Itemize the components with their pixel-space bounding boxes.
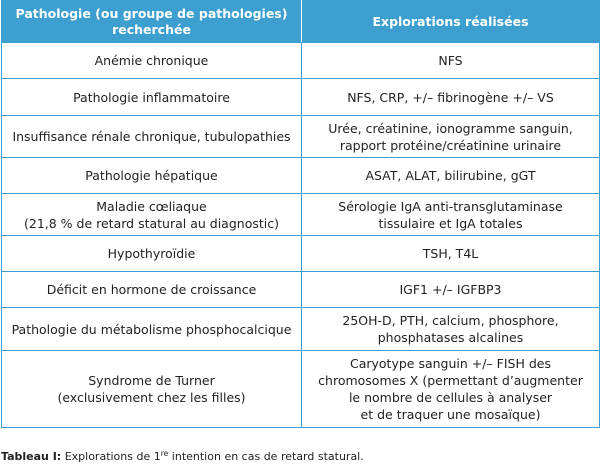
pathology-line: Pathologie du métabolisme phosphocalcique <box>11 321 292 337</box>
table-row <box>2 43 600 79</box>
explorations-cell <box>302 43 600 79</box>
pathology-line: Déficit en hormone de croissance <box>46 282 257 297</box>
table-body <box>2 43 600 428</box>
pathology-cell <box>2 116 302 158</box>
explorations-line: chromosomes X (permettant d’augmenter <box>318 373 583 388</box>
table-row <box>2 272 600 308</box>
pathology-line: Pathologie hépatique <box>85 168 218 183</box>
explorations-cell <box>302 116 600 158</box>
table-row <box>2 116 600 158</box>
pathology-line: Hypothyroïdie <box>107 246 196 261</box>
explorations-cell <box>302 351 600 428</box>
pathology-cell <box>2 158 302 194</box>
explorations-line: le nombre de cellules à analyser <box>348 390 553 405</box>
pathology-line: (exclusivement chez les filles) <box>57 390 246 405</box>
explorations-line: Urée, créatinine, ionogramme sanguin, <box>328 120 573 136</box>
table-header <box>2 1 600 43</box>
explorations-cell <box>302 308 600 351</box>
table-row <box>2 194 600 236</box>
pathology-cell <box>2 43 302 79</box>
header-row <box>2 1 600 43</box>
pathology-cell <box>2 236 302 272</box>
caption-superscript: re <box>160 449 169 458</box>
explorations-line: Sérologie IgA anti-transglutaminase <box>338 198 563 214</box>
pathology-cell <box>2 272 302 308</box>
explorations-line: 25OH-D, PTH, calcium, phosphore, <box>342 313 559 328</box>
explorations-line: TSH, T4L <box>422 246 479 261</box>
pathology-cell <box>2 308 302 351</box>
pathology-line: Anémie chronique <box>94 53 209 68</box>
explorations-line: NFS, CRP, +/– fibrinogène +/– VS <box>347 89 554 105</box>
pathology-cell <box>2 351 302 428</box>
table-row <box>2 351 600 428</box>
pathology-cell <box>2 79 302 116</box>
explorations-line: NFS <box>438 53 463 68</box>
pathology-line: Maladie cœliaque <box>96 198 207 214</box>
header-pathology-line: recherchée <box>112 21 191 37</box>
header-explorations <box>302 1 600 43</box>
table-row <box>2 308 600 351</box>
explorations-line: phosphatases alcalines <box>377 330 524 345</box>
pathology-line: Syndrome de Turner <box>88 373 215 388</box>
exploration-table <box>1 0 600 428</box>
header-pathology-line: Pathologie (ou groupe de pathologies) <box>15 5 288 21</box>
pathology-cell <box>2 194 302 236</box>
explorations-cell <box>302 79 600 116</box>
explorations-line: IGF1 +/– IGFBP3 <box>399 282 502 297</box>
explorations-cell <box>302 194 600 236</box>
explorations-line: et de traquer une mosaïque) <box>360 407 541 422</box>
header-pathology <box>2 1 302 43</box>
table-row <box>2 79 600 116</box>
caption-label: Tableau I: <box>1 450 62 463</box>
explorations-line: ASAT, ALAT, bilirubine, gGT <box>365 168 536 183</box>
caption-text-after: intention en cas de retard statural. <box>168 450 364 463</box>
explorations-cell <box>302 158 600 194</box>
explorations-line: tissulaire et IgA totales <box>378 215 523 231</box>
caption-text-before: Explorations de 1 <box>61 450 161 463</box>
explorations-line: Caryotype sanguin +/– FISH des <box>349 356 552 371</box>
explorations-cell <box>302 236 600 272</box>
header-explorations-line: Explorations réalisées <box>372 13 529 29</box>
explorations-line: rapport protéine/créatinine urinaire <box>339 137 562 153</box>
table-caption <box>1 450 364 464</box>
table-row <box>2 236 600 272</box>
pathology-line: (21,8 % de retard statural au diagnostic) <box>24 215 279 231</box>
explorations-cell <box>302 272 600 308</box>
table-row <box>2 158 600 194</box>
pathology-line: Pathologie inflammatoire <box>73 89 230 105</box>
pathology-line: Insuffisance rénale chronique, tubulopathies <box>12 129 291 144</box>
